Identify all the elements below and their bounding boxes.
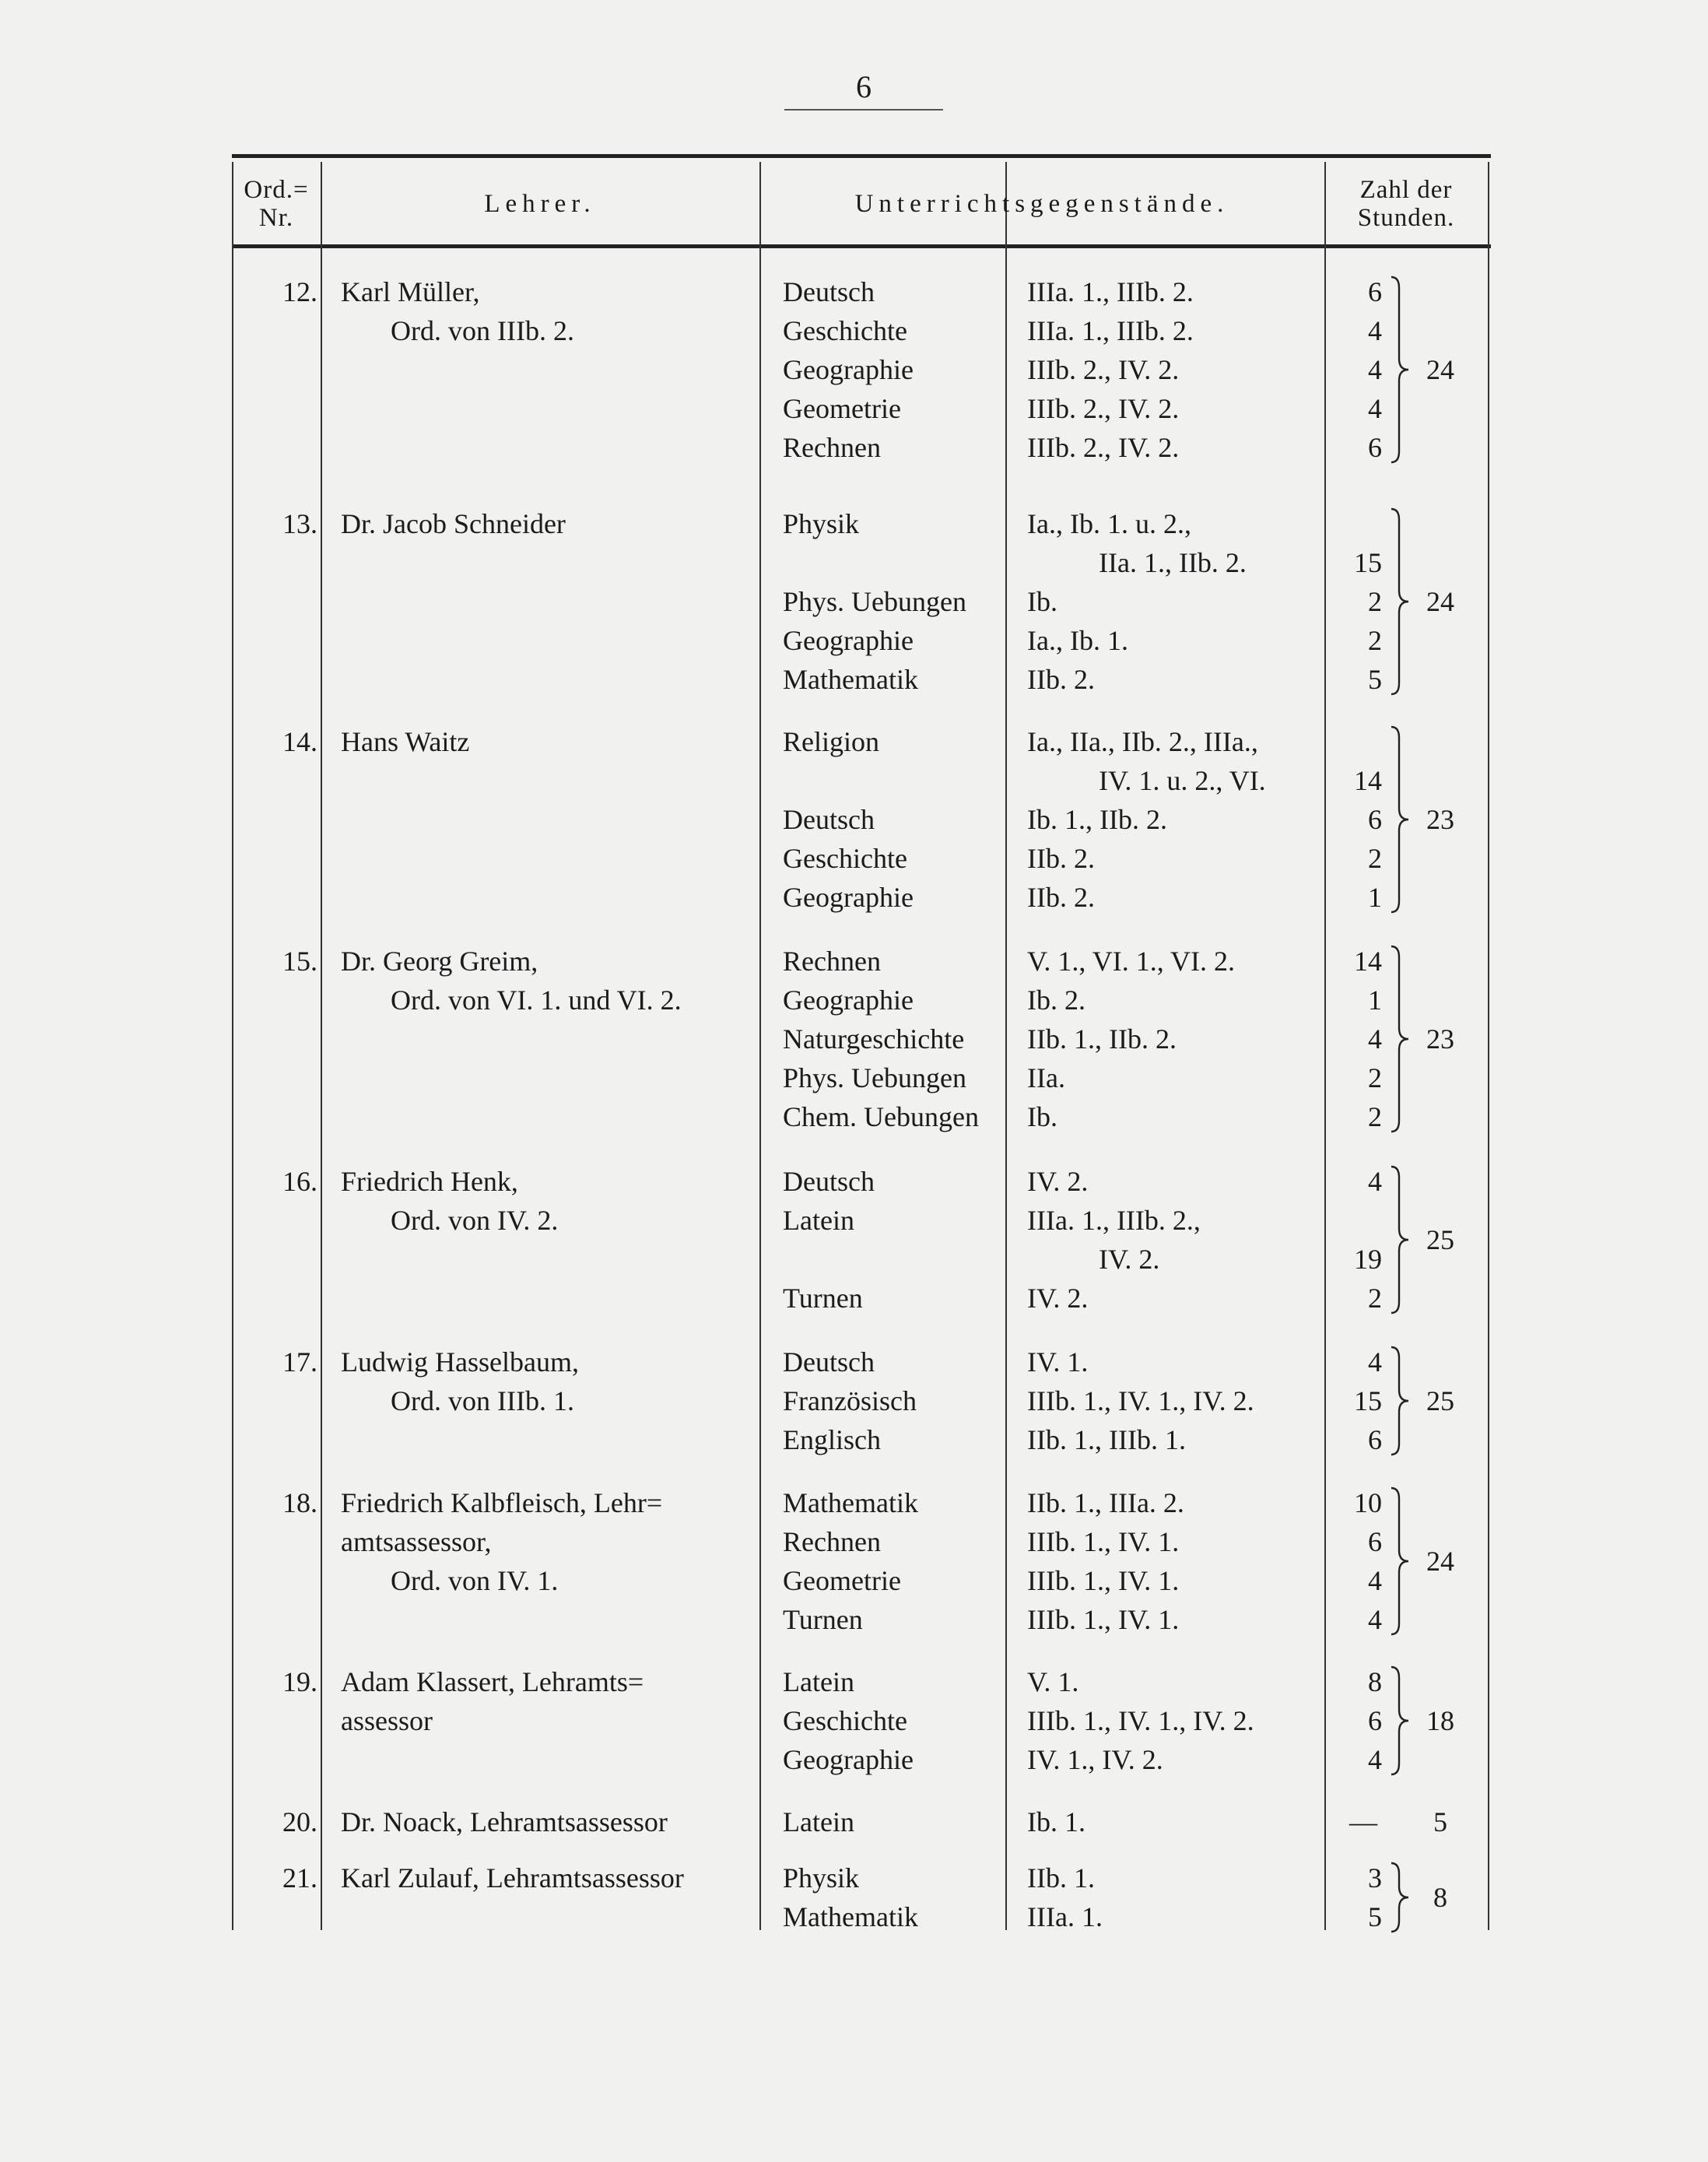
row-number: 21. [282,1862,317,1894]
hours-value: 1 [1368,882,1382,913]
row-number: 17. [282,1346,317,1378]
hours-value: 4 [1368,1565,1382,1596]
teacher-line: Dr. Georg Greim, [341,946,538,977]
total-hours: 25 [1426,1224,1454,1255]
hours-column [1335,272,1382,467]
class-list: IIIa. 1., IIIb. 2. [1027,315,1194,346]
subject-column [783,1162,875,1318]
subject-name: Phys. Uebungen [783,586,966,617]
hours-value: 15 [1354,547,1382,578]
subject-name: Geographie [783,1744,914,1775]
subject-name: Physik [783,1862,860,1894]
teacher-line: Dr. Noack, Lehramtsassessor [341,1806,668,1837]
class-list: IIIb. 2., IV. 2. [1027,432,1180,463]
class-list: IV. 1. [1027,1346,1089,1378]
hours-value: 2 [1368,1283,1382,1314]
row-number: 13. [282,508,317,539]
subject-name: Geschichte [783,843,907,874]
class-list: IIb. 1., IIIb. 1. [1027,1424,1186,1455]
row-number: 16. [282,1166,317,1197]
brace-path [1391,727,1408,912]
brace-mark [1388,942,1412,1136]
class-list: Ib. 1. [1027,1806,1085,1837]
hours-value: 2 [1368,843,1382,874]
table-border-left [232,162,233,1930]
hours-value [1335,1201,1382,1240]
subject-name: Französisch [783,1385,917,1416]
subject-column [783,1858,918,1936]
brace-shape [1388,1483,1412,1639]
class-list: IIb. 2. [1027,882,1095,913]
teacher-name [341,272,574,350]
subject-column [783,942,979,1136]
subject-name: Rechnen [783,1526,881,1557]
brace-shape [1388,1342,1412,1459]
subject-name: Deutsch [783,276,875,307]
subject-name: Turnen [783,1604,863,1635]
teacher-line: Friedrich Henk, [341,1166,518,1197]
class-list: IIb. 2. [1027,843,1095,874]
teacher-line: Ludwig Hasselbaum, [341,1346,579,1378]
brace-mark [1388,1342,1412,1459]
teacher-line: Adam Klassert, Lehramts= [341,1666,644,1697]
teacher-line: Ord. von IV. 1. [391,1565,559,1596]
subject-name: Geometrie [783,1565,901,1596]
class-list: IIb. 2. [1027,664,1095,695]
class-list: Ib. 1., IIb. 2. [1027,804,1167,835]
class-list: IV. 2. [1027,1166,1089,1197]
brace-mark [1388,1162,1412,1318]
brace-path [1391,946,1408,1132]
class-column [1027,1858,1103,1936]
class-list: IIIb. 2., IV. 2. [1027,354,1180,385]
column-divider [1324,162,1326,1930]
class-list: Ia., Ib. 1. u. 2., [1027,508,1191,539]
class-list: IIIa. 1., IIIb. 2., [1027,1205,1201,1236]
subject-column [783,504,966,699]
page-number: 6 [856,69,872,104]
column-divider [1005,162,1007,1930]
hours-value: 10 [1354,1487,1382,1518]
hours-column [1335,504,1382,699]
hours-value: 14 [1354,946,1382,977]
brace-path [1391,277,1408,462]
class-list: Ib. 2. [1027,984,1085,1016]
subject-column [783,1483,918,1639]
row-number: 14. [282,726,317,757]
class-column [1027,942,1235,1136]
subject-column [783,1662,914,1779]
subject-name: Rechnen [783,946,881,977]
subject-name: Geographie [783,984,914,1016]
subject-name: Geographie [783,625,914,656]
teacher-name [341,942,682,1020]
subject-name [783,761,914,800]
class-list: Ia., IIa., IIb. 2., IIIa., [1027,726,1258,757]
header-hours-line: Zahl der [1359,176,1453,204]
brace-mark [1388,722,1412,917]
hours-column [1335,942,1382,1136]
hours-value: 2 [1368,586,1382,617]
table-top-rule [232,154,1491,158]
class-list: IIb. 1., IIIa. 2. [1027,1487,1184,1518]
hours-column [1335,1162,1382,1318]
subject-name: Geographie [783,354,914,385]
total-hours: 24 [1426,586,1454,617]
teacher-line: Hans Waitz [341,726,470,757]
brace-mark [1388,1858,1412,1936]
class-list: IIIb. 1., IV. 1., IV. 2. [1027,1385,1254,1416]
hours-value: 4 [1368,1346,1382,1378]
subject-column [783,1342,917,1459]
subject-name: Latein [783,1806,854,1837]
subject-name: Geschichte [783,1705,907,1736]
brace-path [1391,509,1408,694]
class-list: IIIb. 1., IV. 1. [1027,1565,1180,1596]
table-border-right [1488,162,1489,1930]
hours-column [1335,1858,1382,1936]
subject-name: Chem. Uebungen [783,1101,979,1132]
brace-mark [1388,504,1412,699]
brace-path [1391,1863,1408,1932]
class-list: IIa. 1., IIb. 2. [1099,547,1247,578]
header-nr-line: Ord.= [244,176,309,204]
brace-mark [1388,1662,1412,1779]
brace-shape [1388,1858,1412,1936]
teacher-name [341,1342,579,1420]
hours-value: 4 [1368,354,1382,385]
page-number-rule [784,109,943,111]
hours-value: 8 [1368,1666,1382,1697]
total-hours: 25 [1426,1385,1454,1416]
hours-column [1335,722,1382,917]
total-hours: 18 [1426,1705,1454,1736]
hours-value: 15 [1354,1385,1382,1416]
hours-value: 6 [1368,276,1382,307]
teacher-name [341,1162,558,1240]
total-hours: 5 [1433,1806,1447,1837]
subject-name: Physik [783,508,860,539]
class-list: IIIb. 1., IV. 1. [1027,1526,1180,1557]
teacher-name [341,722,469,761]
row-number: 18. [282,1487,317,1518]
subject-name: Mathematik [783,1901,918,1932]
teacher-name [341,1802,668,1841]
teacher-line: amtsassessor, [341,1526,492,1557]
hours-value: 3 [1368,1862,1382,1894]
class-column [1027,722,1266,917]
subject-name: Deutsch [783,804,875,835]
header-hours [1324,176,1488,232]
teacher-line: Friedrich Kalbfleisch, Lehr= [341,1487,663,1518]
column-divider [759,162,761,1930]
subject-column [783,722,914,917]
brace-shape [1388,272,1412,467]
class-column [1027,1662,1254,1779]
class-list: V. 1. [1027,1666,1079,1697]
brace-shape [1388,942,1412,1136]
column-divider [321,162,322,1930]
subject-name: Deutsch [783,1166,875,1197]
teacher-line: Ord. von IIIb. 2. [391,315,574,346]
header-nr-line: Nr. [258,204,294,232]
hours-value: 4 [1368,1023,1382,1055]
subject-name: Mathematik [783,664,918,695]
hours-column [1335,1342,1382,1459]
subject-name: Religion [783,726,879,757]
teacher-name [341,1858,684,1897]
subject-name: Turnen [783,1283,863,1314]
hours-column [1335,1662,1382,1779]
subject-name: Geometrie [783,393,901,424]
subject-name: Geographie [783,882,914,913]
teacher-name [341,504,566,543]
brace-path [1391,1667,1408,1774]
subject-name: Naturgeschichte [783,1023,965,1055]
hours-value: 6 [1368,432,1382,463]
teacher-line: Karl Zulauf, Lehramtsassessor [341,1862,684,1894]
hours-value: 5 [1368,664,1382,695]
teacher-line: Ord. von IV. 2. [391,1205,559,1236]
brace-shape [1388,504,1412,699]
class-list: IIb. 1. [1027,1862,1095,1894]
total-hours: 24 [1426,354,1454,385]
brace-path [1391,1347,1408,1455]
teacher-line: Ord. von VI. 1. und VI. 2. [391,984,682,1016]
brace-shape [1388,1662,1412,1779]
class-list: IV. 2. [1027,1283,1089,1314]
class-list: Ib. [1027,586,1057,617]
hours-value: 4 [1368,1604,1382,1635]
teacher-line: Dr. Jacob Schneider [341,508,566,539]
dash-mark: — [1349,1806,1377,1837]
total-hours: 23 [1426,804,1454,835]
row-number: 15. [282,946,317,977]
class-list: IIIa. 1., IIIb. 2. [1027,276,1194,307]
subject-name: Latein [783,1205,854,1236]
subject-name: Deutsch [783,1346,875,1378]
row-number: 12. [282,276,317,307]
hours-value: 5 [1368,1901,1382,1932]
total-hours: 23 [1426,1023,1454,1055]
class-list: IIb. 1., IIb. 2. [1027,1023,1177,1055]
hours-value: 4 [1368,393,1382,424]
brace-mark [1388,272,1412,467]
class-column [1027,1342,1254,1459]
teacher-line: Ord. von IIIb. 1. [391,1385,574,1416]
brace-shape [1388,722,1412,917]
class-list: IIa. [1027,1062,1065,1093]
class-list: IIIb. 2., IV. 2. [1027,393,1180,424]
class-column [1027,1802,1085,1841]
class-list: IIIb. 1., IV. 1. [1027,1604,1180,1635]
subject-name: Rechnen [783,432,881,463]
total-hours: 24 [1426,1546,1454,1577]
hours-value: 19 [1354,1244,1382,1275]
hours-value: 2 [1368,625,1382,656]
class-list: IV. 2. [1099,1244,1160,1275]
teacher-name [341,1483,662,1600]
teacher-line: Karl Müller, [341,276,480,307]
total-hours: 8 [1433,1882,1447,1913]
subject-name [783,543,966,582]
brace-path [1391,1488,1408,1634]
class-list: Ib. [1027,1101,1057,1132]
hours-value: 6 [1368,1424,1382,1455]
class-list: Ia., Ib. 1. [1027,625,1128,656]
subject-name: Englisch [783,1424,881,1455]
hours-value: 6 [1368,1526,1382,1557]
hours-value: 2 [1368,1062,1382,1093]
brace-mark [1388,1483,1412,1639]
brace-path [1391,1167,1408,1313]
class-list: IIIa. 1. [1027,1901,1103,1932]
header-teacher: Lehrer. [484,190,596,218]
hours-value: 6 [1368,1705,1382,1736]
hours-value: 4 [1368,1744,1382,1775]
header-subjects: Unterrichtsgegenstände. [854,190,1229,218]
row-number: 19. [282,1666,317,1697]
brace-shape [1388,1162,1412,1318]
class-list: V. 1., VI. 1., VI. 2. [1027,946,1236,977]
class-column [1027,504,1247,699]
hours-value: 4 [1368,1166,1382,1197]
table-header-rule [232,244,1491,248]
class-list: IIIb. 1., IV. 1., IV. 2. [1027,1705,1254,1736]
class-column [1027,1483,1184,1639]
subject-name: Latein [783,1666,854,1697]
header-hours-line: Stunden. [1357,204,1455,232]
teacher-table [232,154,1491,1930]
subject-column [783,272,914,467]
subject-name: Geschichte [783,315,907,346]
header-nr [232,176,321,232]
subject-column [783,1802,854,1841]
subject-name: Mathematik [783,1487,918,1518]
hours-value: 1 [1368,984,1382,1016]
hours-value: 4 [1368,315,1382,346]
subject-name: Phys. Uebungen [783,1062,966,1093]
class-list: IV. 1., IV. 2. [1027,1744,1163,1775]
subject-name [783,1240,875,1279]
hours-value [1335,722,1382,761]
hours-value: 6 [1368,804,1382,835]
teacher-name [341,1662,644,1740]
row-number: 20. [282,1806,317,1837]
hours-value: 2 [1368,1101,1382,1132]
class-column [1027,272,1194,467]
hours-column [1335,1483,1382,1639]
hours-value [1335,504,1382,543]
hours-value: 14 [1354,765,1382,796]
class-list: IV. 1. u. 2., VI. [1099,765,1266,796]
class-column [1027,1162,1201,1318]
teacher-line: assessor [341,1705,433,1736]
